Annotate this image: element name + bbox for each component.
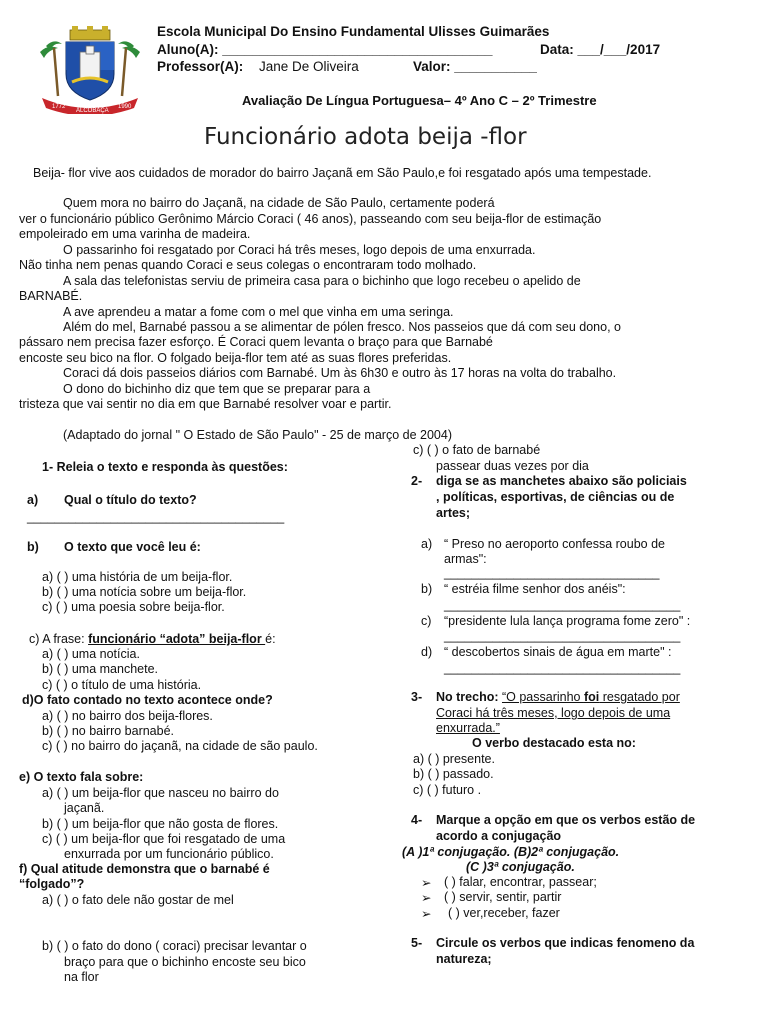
body-line: O passarinho foi resgatado por Coraci há três meses, logo depois de uma enxurrada. — [63, 243, 536, 257]
option-checkbox[interactable]: a) ( ) um beija-flor que nasceu no bairro do — [42, 786, 279, 800]
option-continuation: na flor — [64, 970, 99, 984]
body-line: ver o funcionário público Gerônimo Márcio Coraci ( 46 anos), passeando com seu beija-flor de estimação — [19, 212, 602, 226]
crest-city: ALCOBAÇA — [76, 108, 109, 114]
option-checkbox[interactable]: b) ( ) o fato do dono ( coraci) precisar levantar o — [42, 939, 307, 953]
exam-title: Avaliação De Língua Portuguesa– 4º Ano C – 2º Trimestre — [242, 93, 597, 108]
date-field: Data: ___/___/2017 — [540, 42, 661, 57]
answer-line[interactable]: __________________________________ — [444, 661, 681, 675]
body-line: O dono do bichinho diz que tem que se preparar para a — [63, 382, 371, 396]
question-5: Circule os verbos que indicas fenomeno da — [436, 936, 695, 950]
option-checkbox[interactable]: ( ) falar, encontrar, passear; — [444, 875, 597, 889]
question-f-cont: “folgado”? — [19, 877, 85, 891]
option-checkbox[interactable]: c) ( ) uma poesia sobre beija-flor. — [42, 600, 225, 614]
headline-label: b) — [421, 582, 433, 596]
body-line: BARNABÉ. — [19, 289, 83, 303]
question-2: diga se as manchetes abaixo são policiais — [436, 474, 687, 488]
option-checkbox[interactable]: b) ( ) uma notícia sobre um beija-flor. — [42, 585, 247, 599]
teacher-name: Jane De Oliveira — [259, 59, 359, 74]
question-2-cont: , políticas, esportivas, de ciências ou de — [436, 490, 675, 504]
option-checkbox[interactable]: a) ( ) o fato dele não gostar de mel — [42, 893, 234, 907]
arrow-bullet-icon: ➢ — [421, 907, 432, 921]
option-checkbox[interactable]: c) ( ) o título de uma história. — [42, 678, 202, 692]
option-continuation: enxurrada por um funcionário público. — [64, 847, 274, 861]
municipal-crest-logo — [36, 26, 144, 114]
school-name: Escola Municipal Do Ensino Fundamental Ulisses Guimarães — [157, 24, 550, 39]
conjugation-legend: (A )1ª conjugação. (B)2ª conjugação. — [402, 845, 620, 859]
question-3-number: 3- — [411, 690, 423, 704]
option-checkbox[interactable]: a) ( ) presente. — [413, 752, 495, 766]
body-line: Coraci dá dois passeios diários com Barnabé. Um às 6h30 e outro às 17 horas na volta do trabalho. — [63, 366, 617, 380]
headline-text-cont: armas": — [444, 552, 487, 566]
option-checkbox[interactable]: b) ( ) passado. — [413, 767, 494, 781]
headline-text: “ descobertos sinais de água em marte" : — [444, 645, 672, 659]
answer-line[interactable]: _____________________________________ — [27, 510, 285, 524]
headline-text: “presidente lula lança programa fome zero" : — [444, 614, 691, 628]
question-2-number: 2- — [411, 474, 423, 488]
option-checkbox[interactable]: c) ( ) um beija-flor que foi resgatado de uma — [42, 832, 286, 846]
body-line: Não tinha nem penas quando Coraci e seus colegas o encontraram todo molhado. — [19, 258, 477, 272]
question-e: e) O texto fala sobre: — [19, 770, 144, 784]
option-checkbox[interactable]: b) ( ) um beija-flor que não gosta de flores. — [42, 817, 279, 831]
body-line: encoste seu bico na flor. O folgado beija-flor tem até as suas flores preferidas. — [19, 351, 452, 365]
question-4: Marque a opção em que os verbos estão de — [436, 813, 696, 827]
answer-line[interactable]: _______________________________ — [444, 566, 660, 580]
question-2-cont: artes; — [436, 506, 471, 520]
headline-label: c) — [421, 614, 432, 628]
question-3-sub: O verbo destacado esta no: — [472, 736, 636, 750]
option-checkbox[interactable]: a) ( ) uma história de um beija-flor. — [42, 570, 233, 584]
body-line: pássaro nem precisa fazer esforço. É Coraci quem levanta o braço para que Barnabé — [19, 335, 493, 349]
option-continuation: braço para que o bichinho encoste seu bico — [64, 955, 306, 969]
option-checkbox[interactable]: a) ( ) uma notícia. — [42, 647, 140, 661]
highlighted-verb: foi — [583, 690, 600, 704]
question-b-label: b) — [27, 540, 39, 554]
option-checkbox[interactable]: ( ) ver,receber, fazer — [448, 906, 560, 920]
body-line: Além do mel, Barnabé passou a se alimentar de pólen fresco. Nos passeios que dá com seu dono, o — [63, 320, 621, 334]
question-3: No trecho: “O passarinho foi resgatado por — [436, 690, 680, 704]
teacher-label: Professor(A): — [157, 59, 244, 74]
arrow-bullet-icon: ➢ — [421, 891, 432, 905]
arrow-bullet-icon: ➢ — [421, 876, 432, 890]
conjugation-legend: (C )3ª conjugação. — [466, 860, 575, 874]
answer-line[interactable]: __________________________________ — [444, 598, 681, 612]
question-4-number: 4- — [411, 813, 423, 827]
question-5-number: 5- — [411, 936, 423, 950]
question-5-cont: natureza; — [436, 952, 492, 966]
option-checkbox[interactable]: a) ( ) no bairro dos beija-flores. — [42, 709, 213, 723]
body-line: A sala das telefonistas serviu de primeira casa para o bichinho que logo recebeu o apelido de — [63, 274, 581, 288]
answer-line[interactable]: __________________________________ — [444, 629, 681, 643]
question-1-heading: 1- Releia o texto e responda às questões: — [42, 460, 288, 474]
option-checkbox[interactable]: c) ( ) futuro . — [413, 783, 482, 797]
article-title: Funcionário adota beija -flor — [204, 124, 527, 150]
question-a: Qual o título do texto? — [64, 493, 197, 507]
headline-text: “ Preso no aeroporto confessa roubo de — [444, 537, 665, 551]
question-3-quote: enxurrada.” — [436, 721, 500, 735]
question-d: d)O fato contado no texto acontece onde? — [22, 693, 273, 707]
crest-year-left: 1772 — [52, 104, 66, 110]
question-c-phrase: funcionário “adota” beija-flor — [88, 632, 266, 646]
option-checkbox[interactable]: b) ( ) uma manchete. — [42, 662, 159, 676]
headline-text: “ estréia filme senhor dos anéis": — [444, 582, 626, 596]
body-line: empoleirado em uma varinha de madeira. — [19, 227, 251, 241]
crest-year-right: 1990 — [118, 104, 132, 110]
question-4-cont: acordo a conjugação — [436, 829, 562, 843]
question-f: f) Qual atitude demonstra que o barnabé é — [19, 862, 270, 876]
option-continuation: passear duas vezes por dia — [436, 459, 589, 473]
option-continuation: jaçanã. — [64, 801, 105, 815]
headline-label: d) — [421, 645, 433, 659]
body-line: Quem mora no bairro do Jaçanã, na cidade de São Paulo, certamente poderá — [63, 196, 495, 210]
option-checkbox[interactable]: b) ( ) no bairro barnabé. — [42, 724, 175, 738]
option-checkbox[interactable]: c) ( ) o fato de barnabé — [413, 443, 541, 457]
headline-label: a) — [421, 537, 433, 551]
student-field: Aluno(A): ____________________________________ — [157, 42, 493, 57]
question-b: O texto que você leu é: — [64, 540, 201, 554]
question-a-label: a) — [27, 493, 39, 507]
question-3-quote: Coraci há três meses, logo depois de uma — [436, 706, 671, 720]
option-checkbox[interactable]: ( ) servir, sentir, partir — [444, 890, 562, 904]
option-checkbox[interactable]: c) ( ) no bairro do jaçanã, na cidade de são paulo. — [42, 739, 318, 753]
question-c: c) A frase: funcionário “adota” beija-flor é: — [29, 632, 276, 646]
body-line: A ave aprendeu a matar a fome com o mel que vinha em uma seringa. — [63, 305, 454, 319]
article-source: (Adaptado do jornal " O Estado de São Paulo" - 25 de março de 2004) — [63, 428, 452, 442]
body-line: tristeza que vai sentir no dia em que Barnabé resolver voar e partir. — [19, 397, 392, 411]
grade-field: Valor: ___________ — [413, 59, 537, 74]
article-lead: Beija- flor vive aos cuidados de morador do bairro Jaçanã em São Paulo,e foi resgatado após uma tempestade. — [33, 166, 652, 180]
